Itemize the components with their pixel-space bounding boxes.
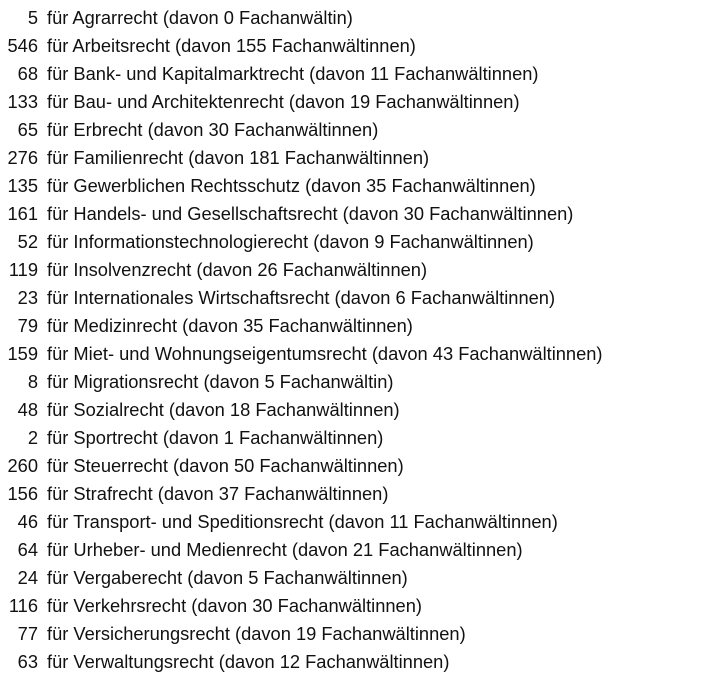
lawyer-count: 260 [7,455,38,476]
specialty-description: für Migrationsrecht (davon 5 Fachanwältin) [47,371,394,392]
specialty-description: für Familienrecht (davon 181 Fachanwältinnen) [47,147,430,168]
specialty-description: für Gewerblichen Rechtsschutz (davon 35 Fachanwältinnen) [47,175,536,196]
specialty-description: für Erbrecht (davon 30 Fachanwältinnen) [47,119,379,140]
lawyer-count: 5 [27,7,38,28]
lawyer-count: 161 [7,203,38,224]
list-item [0,536,702,564]
lawyer-count: 2 [27,427,38,448]
specialty-description: für Miet- und Wohnungseigentumsrecht (davon 43 Fachanwältinnen) [47,343,603,364]
lawyer-count: 8 [27,371,38,392]
list-item [0,200,702,228]
list-item [0,284,702,312]
specialty-description: für Agrarrecht (davon 0 Fachanwältin) [47,7,353,28]
lawyer-count: 135 [7,175,38,196]
lawyer-count: 46 [17,511,38,532]
specialty-description: für Transport- und Speditionsrecht (davon 11 Fachanwältinnen) [47,511,558,532]
specialty-description: für Verkehrsrecht (davon 30 Fachanwältinnen) [47,595,422,616]
lawyer-count: 133 [7,91,38,112]
lawyer-count: 64 [17,539,38,560]
specialty-description: für Informationstechnologierecht (davon 9 Fachanwältinnen) [47,231,534,252]
specialty-description: für Strafrecht (davon 37 Fachanwältinnen) [47,483,389,504]
list-item [0,564,702,592]
list-item [0,4,702,32]
list-item [0,480,702,508]
lawyer-count: 119 [8,259,38,280]
lawyer-count: 48 [17,399,38,420]
list-item [0,340,702,368]
lawyer-count: 68 [17,63,38,84]
specialty-description: für Steuerrecht (davon 50 Fachanwältinnen) [47,455,404,476]
specialty-description: für Verwaltungsrecht (davon 12 Fachanwältinnen) [47,651,450,672]
list-item [0,60,702,88]
lawyer-count: 24 [17,567,38,588]
lawyer-count: 65 [17,119,38,140]
lawyer-count: 546 [7,35,38,56]
list-item [0,88,702,116]
lawyer-count: 159 [7,343,38,364]
lawyer-count: 116 [8,595,38,616]
list-item [0,396,702,424]
list-item [0,312,702,340]
specialty-description: für Insolvenzrecht (davon 26 Fachanwältinnen) [47,259,428,280]
list-item [0,144,702,172]
specialty-description: für Bau- und Architektenrecht (davon 19 Fachanwältinnen) [47,91,520,112]
list-item [0,368,702,396]
lawyer-count: 63 [17,651,38,672]
specialty-description: für Versicherungsrecht (davon 19 Fachanwältinnen) [47,623,466,644]
specialty-description: für Internationales Wirtschaftsrecht (davon 6 Fachanwältinnen) [47,287,556,308]
specialty-description: für Handels- und Gesellschaftsrecht (davon 30 Fachanwältinnen) [47,203,574,224]
list-item [0,648,702,676]
lawyer-count: 156 [7,483,38,504]
specialty-description: für Arbeitsrecht (davon 155 Fachanwältinnen) [47,35,416,56]
specialty-description: für Vergaberecht (davon 5 Fachanwältinnen) [47,567,408,588]
lawyer-count: 52 [17,231,38,252]
lawyer-count: 23 [17,287,38,308]
specialty-description: für Sozialrecht (davon 18 Fachanwältinnen) [47,399,400,420]
list-item [0,32,702,60]
lawyer-count: 79 [17,315,38,336]
list-item [0,116,702,144]
specialty-description: für Bank- und Kapitalmarktrecht (davon 11 Fachanwältinnen) [47,63,539,84]
list-item [0,424,702,452]
list-item [0,228,702,256]
specialty-description: für Sportrecht (davon 1 Fachanwältinnen) [47,427,384,448]
list-item [0,452,702,480]
list-item [0,172,702,200]
lawyer-count: 276 [7,147,38,168]
lawyer-count: 77 [17,623,38,644]
specialty-description: für Medizinrecht (davon 35 Fachanwältinnen) [47,315,413,336]
list-item [0,508,702,536]
list-item [0,620,702,648]
list-item [0,592,702,620]
specialty-description: für Urheber- und Medienrecht (davon 21 Fachanwältinnen) [47,539,523,560]
list-item [0,256,702,284]
